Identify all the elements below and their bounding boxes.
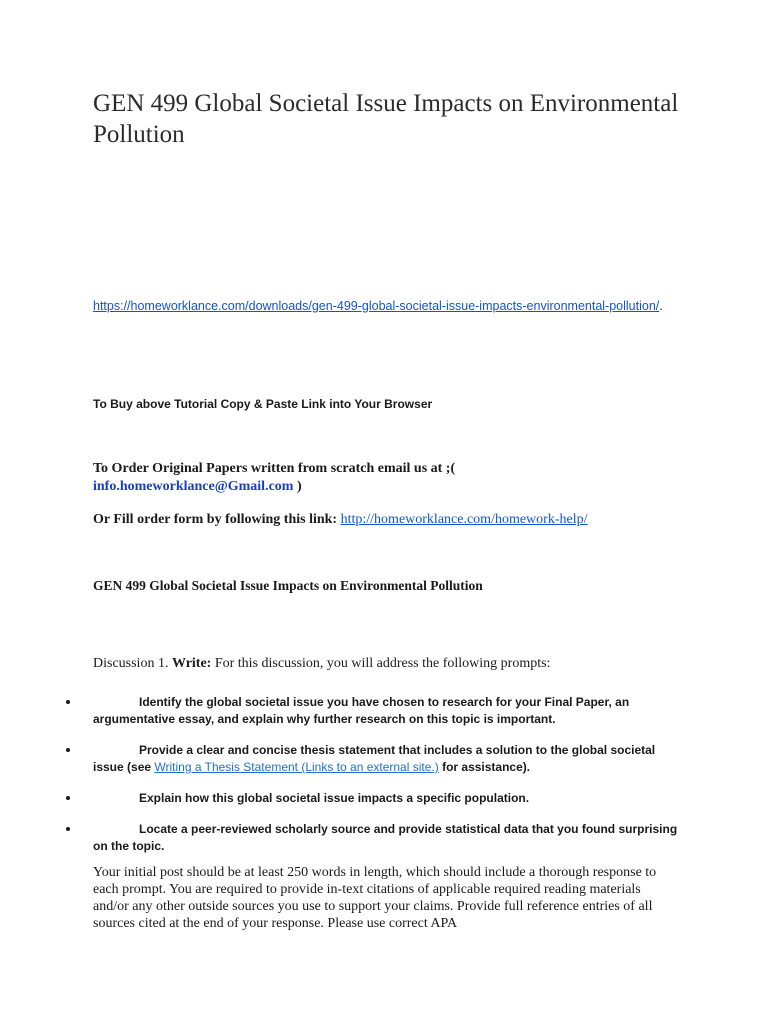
section-subtitle: GEN 499 Global Societal Issue Impacts on Environmental Pollution — [93, 578, 483, 593]
bullet-icon — [66, 796, 70, 800]
prompt-text-before: Provide a clear and concise thesis statement that includes a solution to the global societal issue (see — [93, 743, 656, 774]
order-close: ) — [296, 479, 302, 494]
prompt-text: Identify the global societal issue you have chosen to research for your Final Paper, an argumentative essay, and explain why further research on this topic is important. — [93, 695, 630, 726]
list-item — [60, 742, 680, 776]
list-item — [60, 694, 680, 728]
discussion-write: Write: — [171, 656, 212, 671]
bullet-icon — [66, 827, 70, 831]
fill-order-line — [93, 511, 713, 529]
order-text: To Order Original Papers written from scratch email us at ;( — [93, 461, 456, 476]
bullet-icon — [66, 748, 70, 752]
buy-instruction: To Buy above Tutorial Copy & Paste Link into Your Browser — [93, 397, 433, 411]
tutorial-link[interactable]: https://homeworklance.com/downloads/gen-499-global-societal-issue-impacts-environmental-pollution/ — [93, 299, 660, 313]
discussion-lead: Discussion 1. — [93, 656, 169, 671]
order-email[interactable]: info.homeworklance@Gmail.com — [93, 479, 294, 494]
discussion-text: For this discussion, you will address the following prompts: — [214, 656, 551, 671]
thesis-statement-link[interactable]: Writing a Thesis Statement (Links to an external site.) — [154, 760, 439, 774]
list-item — [60, 821, 680, 855]
bullet-icon — [66, 700, 70, 704]
fill-label: Or Fill order form by following this link: — [93, 512, 338, 527]
discussion-heading — [93, 656, 693, 672]
order-email-block — [93, 460, 653, 496]
tutorial-link-block — [93, 297, 673, 315]
prompt-list — [60, 694, 680, 869]
page-title: GEN 499 Global Societal Issue Impacts on Environmental Pollution — [93, 90, 679, 148]
prompt-text-after: for assistance). — [438, 760, 531, 774]
tutorial-link-suffix: . — [659, 299, 663, 313]
initial-post-instructions: Your initial post should be at least 250 words in length, which should include a thorough response to each prompt. You are required to provide in-text citations of applicable required reading materials and/or any other outside sources you use to support your claims. Provide full reference entries of all sources cited at the end of your response. Please use correct APA — [93, 865, 657, 931]
fill-order-link[interactable]: http://homeworklance.com/homework-help/ — [340, 512, 588, 527]
prompt-text: Locate a peer-reviewed scholarly source and provide statistical data that you found surprising on the topic. — [93, 822, 678, 853]
prompt-text: Explain how this global societal issue impacts a specific population. — [139, 791, 530, 805]
list-item — [60, 790, 680, 807]
